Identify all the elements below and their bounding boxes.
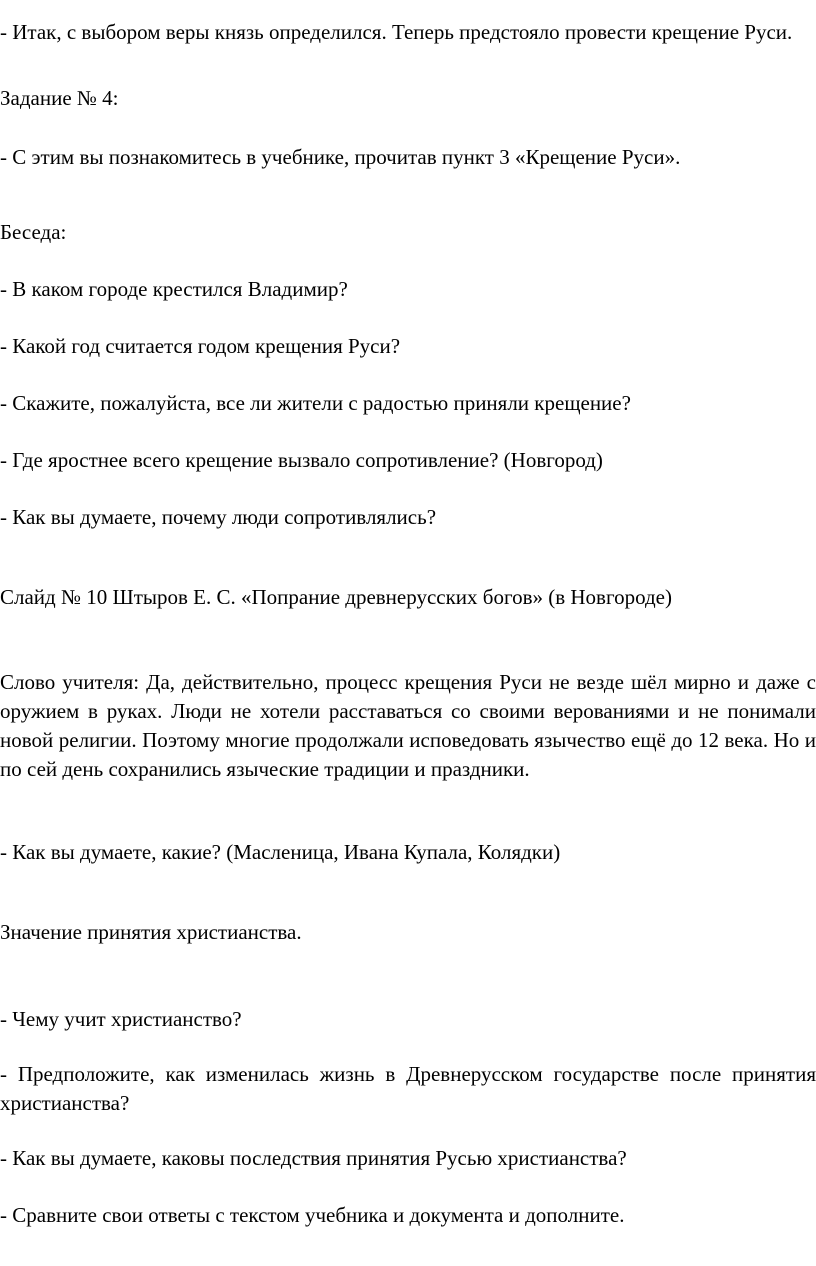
significance-question: - Сравните свои ответы с текстом учебника и документа и дополните. [0,1203,625,1227]
teacher-word-paragraph: Слово учителя: Да, действительно, процесс крещения Руси не везде шёл мирно и даже с оружием в руках. Люди не хотели расставаться со своими верованиями и не понимали новой религии. Поэтому многие продолжали исповедовать язычество ещё до 12 века. Но и по сей день сохранились языческие традиции и праздники. [0,670,816,781]
conversation-question: - Скажите, пожалуйста, все ли жители с радостью приняли крещение? [0,391,631,415]
conversation-question: - Где яростнее всего крещение вызвало сопротивление? (Новгород) [0,448,603,472]
intro-paragraph: - Итак, с выбором веры князь определился. Теперь предстояло провести крещение Руси. [0,20,793,44]
significance-heading: Значение принятия христианства. [0,920,302,944]
task-heading: Задание № 4: [0,86,119,110]
conversation-question: - Как вы думаете, почему люди сопротивлялись? [0,505,437,529]
conversation-question: - Какой год считается годом крещения Руси? [0,334,401,358]
conversation-question: - В каком городе крестился Владимир? [0,277,348,301]
task-instruction: - С этим вы познакомитесь в учебнике, прочитав пункт 3 «Крещение Руси». [0,145,681,169]
slide-note: Слайд № 10 Штыров Е. С. «Попрание древнерусских богов» (в Новгороде) [0,585,672,609]
conversation-heading: Беседа: [0,220,67,244]
significance-question: - Предположите, как изменилась жизнь в Древнерусском государстве после принятия христианства? [0,1062,816,1115]
significance-question: - Чему учит христианство? [0,1007,242,1031]
significance-question: - Как вы думаете, каковы последствия принятия Русью христианства? [0,1146,627,1170]
traditions-question: - Как вы думаете, какие? (Масленица, Ивана Купала, Колядки) [0,840,561,864]
